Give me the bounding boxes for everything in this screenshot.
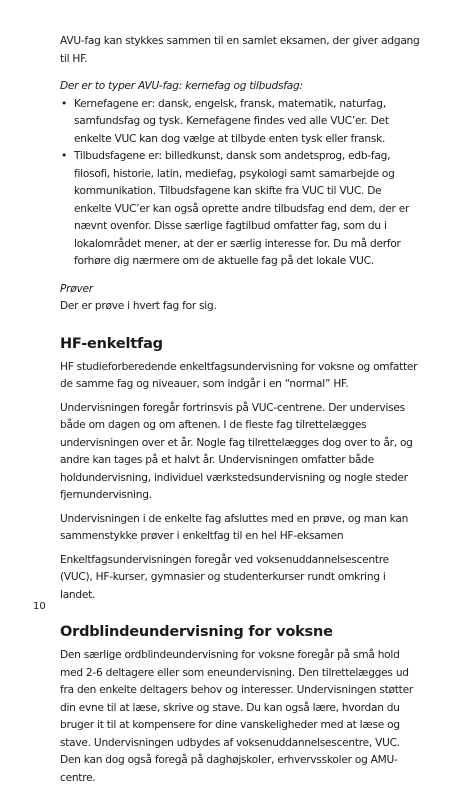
subject-types-heading: Der er to typer AVU-fag: kernefag og tilbudsfag: xyxy=(60,80,303,92)
exams-label: Prøver xyxy=(60,282,93,295)
hf-paragraph: Enkeltfagsundervisningen foregår ved voksenuddannelsescentre (VUC), HF-kurser, gymnasier og studenterkurser rundt omkring i landet. xyxy=(60,553,389,601)
ordblinde-heading: Ordblindeundervisning for voksne xyxy=(60,624,333,640)
hf-heading: HF-enkeltfag xyxy=(60,335,163,352)
hf-paragraph: Undervisningen foregår fortrinsvis på VUC-centrene. Der undervises både om dagen og om aftenen. I de fleste fag tilrettelægges undervisningen over et år. Nogle fag tilrettelægges dog over to år, og andre kan tages på et halvt år. Undervisningen omfatter både holdundervisning, individuel værkstedsundervisning og nogle steder fjernundervisning. xyxy=(60,401,413,501)
intro-text: AVU-fag kan stykkes sammen til en samlet eksamen, der giver adgang til HF. xyxy=(60,35,420,65)
page-content xyxy=(60,33,420,787)
hf-paragraph: Undervisningen i de enkelte fag afsluttes med en prøve, og man kan sammenstykke prøver i enkeltfag til en hel HF-eksamen xyxy=(60,512,409,542)
list-item-offer-subjects: • Tilbudsfagene er: billedkunst, dansk som andetsprog, edb-fag, filosofi, historie, latin, mediefag, psykologi samt samarbejde og kommunikation. Tilbudsfagene kan skifte fra VUC til VUC. De enkelte VUC’er kan også oprette andre tilbudsfag end dem, der er nævnt ovenfor. Disse særlige fagtilbud omfatter fag, som du i lokalområdet mener, at der er særlig interesse for. Du må derfor forhøre dig nærmere om de aktuelle fag på det lokale VUC. xyxy=(60,148,420,271)
list-item-core-subjects: • Kernefagene er: dansk, engelsk, fransk, matematik, naturfag, samfundsfag og tysk. Kernefagene findes ved alle VUC’er. Det enkelte VUC kan dog vælge at tilbyde enten tysk eller fransk. xyxy=(60,96,420,149)
page-number: 10 xyxy=(33,601,46,612)
ordblinde-paragraph: Den særlige ordblindeundervisning for voksne foregår på små hold med 2-6 deltagere eller som eneundervisning. Den tilrettelægges ud fra den enkelte deltagers behov og interesser. Undervisningen støtter din evne til at læse, skrive og stave. Du kan også lære, hvordan du bruger it til at kompensere for dine vanskeligheder med at læse og stave. Undervisningen udbydes af voksenuddannelsescentre, VUC. Den kan dog også foregå på daghøjskoler, erhvervsskoler og AMU-centre. xyxy=(60,649,413,784)
exams-text: Der er prøve i hvert fag for sig. xyxy=(60,300,217,312)
hf-paragraph: HF studieforberedende enkeltfagsundervisning for voksne og omfatter de samme fag og niveauer, som indgår i en “normal” HF. xyxy=(60,360,418,390)
subject-types-list xyxy=(60,96,420,271)
